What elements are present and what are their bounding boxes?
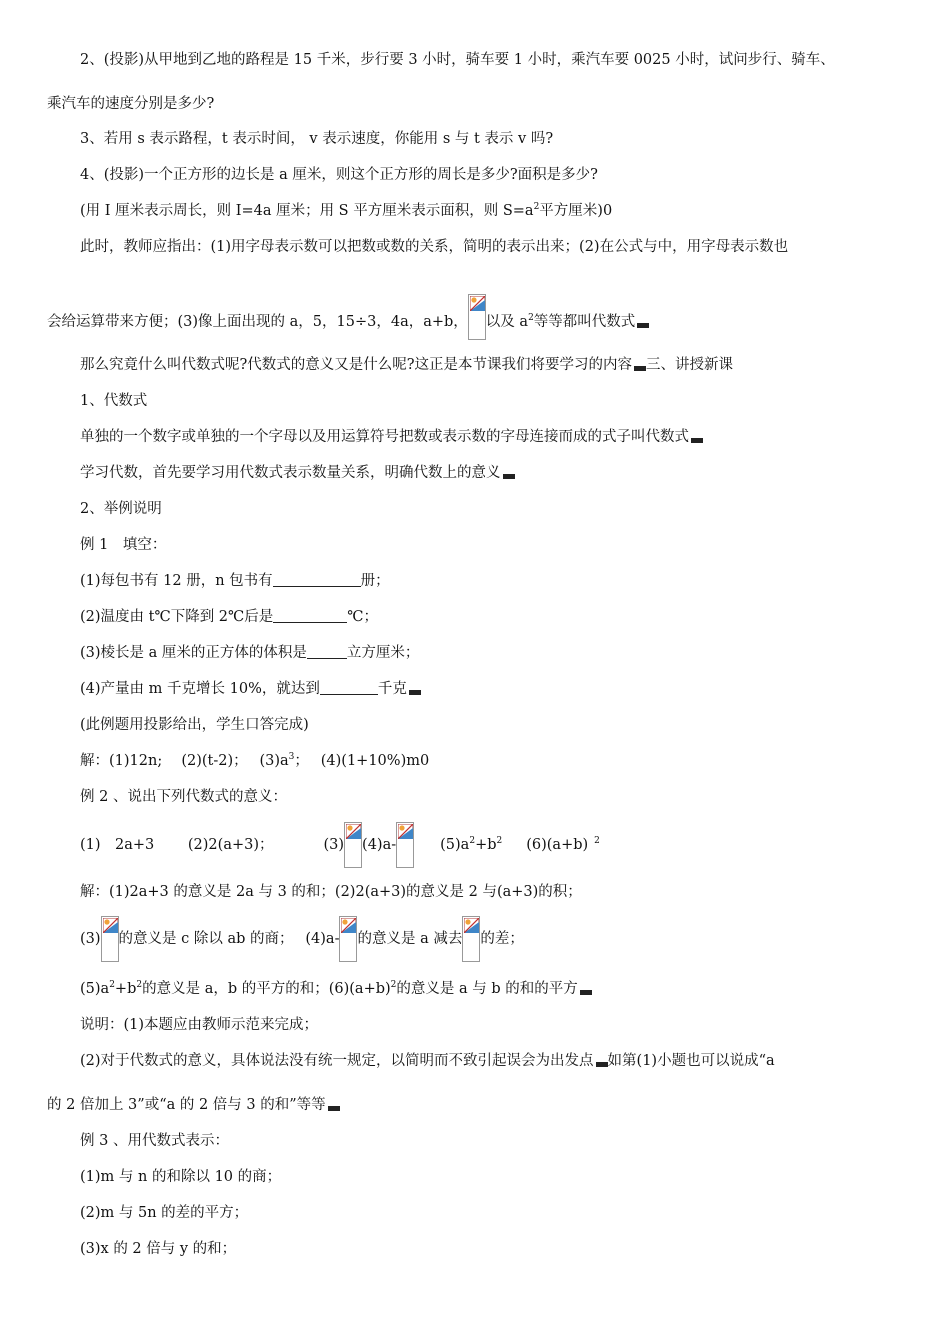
- paragraph: [80, 200, 612, 222]
- paragraph: [80, 462, 515, 484]
- text: 等等都叫代数式: [533, 314, 636, 330]
- text: (1)每包书有 12 册，n 包书有: [80, 573, 273, 589]
- text: 千克: [377, 681, 407, 697]
- text: 册；: [360, 573, 390, 589]
- broken-image-icon: [462, 916, 480, 962]
- paragraph: [80, 1050, 775, 1072]
- paragraph: [47, 294, 649, 340]
- text: (3)x 的 2 倍与 y 的和；: [80, 1241, 237, 1257]
- exercise-item: [80, 642, 419, 664]
- text: 那么究竟什么叫代数式呢?代数式的意义又是什么呢?这正是本节课我们将要学习的内容: [80, 357, 633, 373]
- superscript: 2: [528, 313, 534, 323]
- text: ℃；: [347, 609, 378, 625]
- expression-list: [80, 822, 600, 868]
- text: (4)产量由 m 千克增长 10%，就达到: [80, 681, 320, 697]
- answer-line: [80, 881, 582, 903]
- text: 例 1 填空：: [80, 537, 167, 553]
- text: 解：(1)2a+3 的意义是 2a 与 3 的和；(2)2(a+3)的意义是 2 与(a+3)的积；: [80, 884, 582, 900]
- text: (5)a: [440, 837, 470, 853]
- format-mark-icon: [637, 323, 649, 328]
- text: 2、举例说明: [80, 501, 162, 517]
- text: (3): [323, 837, 345, 853]
- broken-image-icon: [396, 822, 414, 868]
- superscript: 2: [109, 980, 115, 990]
- text: 单独的一个数字或单独的一个字母以及用运算符号把数或表示数的字母连接而成的式子叫代数式: [80, 429, 689, 445]
- text: (用 I 厘米表示周长，则 I=4a 厘米；用 S 平方厘米表示面积，则 S=a: [80, 203, 534, 219]
- text: 的意义是 a 与 b 的和的平方: [396, 981, 578, 997]
- text: (5)a: [80, 981, 110, 997]
- paragraph: [80, 426, 703, 448]
- text: 的意义是 a 减去: [357, 931, 463, 947]
- text: 解：(1)12n; (2)(t-2)； (3)a: [80, 753, 289, 769]
- text: 此时，教师应指出：(1)用字母表示数可以把数或数的关系，简明的表示出来；(2)在公式与中，用字母表示数也: [80, 239, 789, 255]
- superscript: 3: [288, 752, 295, 762]
- text: 2、(投影)从甲地到乙地的路程是 15 千米，步行要 3 小时，骑车要 1 小时，乘汽车要 0025 小时，试问步行、骑车、: [80, 52, 835, 68]
- text: ； (4)(1+10%)m0: [294, 753, 430, 769]
- paragraph: [80, 164, 598, 186]
- format-mark-icon: [328, 1106, 340, 1111]
- paragraph: [47, 93, 214, 115]
- answer-blank: [320, 679, 378, 695]
- section-heading: [80, 498, 162, 520]
- text: 的意义是 a，b 的平方的和；(6)(a+b): [142, 981, 391, 997]
- paragraph: [80, 49, 835, 71]
- text: (4)a-: [362, 837, 397, 853]
- text: 学习代数，首先要学习用代数式表示数量关系，明确代数上的意义: [80, 465, 501, 481]
- format-mark-icon: [596, 1062, 608, 1067]
- section-heading: [80, 390, 147, 412]
- broken-image-icon: [101, 916, 119, 962]
- text: (此例题用投影给出，学生口答完成): [80, 717, 309, 733]
- exercise-item: [80, 606, 378, 628]
- text: 说明：(1)本题应由教师示范来完成；: [80, 1017, 319, 1033]
- paragraph: [80, 1014, 318, 1036]
- answer-blank: [273, 571, 361, 587]
- exercise-item: [80, 1238, 236, 1260]
- text: 以及 a: [485, 314, 529, 330]
- format-mark-icon: [634, 366, 646, 371]
- example-title: [80, 786, 287, 808]
- format-mark-icon: [409, 690, 421, 695]
- text: 的 2 倍加上 3”或“a 的 2 倍与 3 的和”等等: [47, 1097, 326, 1113]
- broken-image-icon: [339, 916, 357, 962]
- example-title: [80, 1130, 229, 1152]
- text: (6)(a+b): [526, 837, 589, 853]
- text: (3)棱长是 a 厘米的正方体的体积是: [80, 645, 307, 661]
- text: 三、讲授新课: [646, 357, 734, 373]
- broken-image-icon: [344, 822, 362, 868]
- text: 如第(1)小题也可以说成“a: [607, 1053, 775, 1069]
- paragraph: [80, 128, 553, 150]
- text: 4、(投影)一个正方形的边长是 a 厘米，则这个正方形的周长是多少?面积是多少?: [80, 167, 598, 183]
- paragraph: [80, 236, 788, 258]
- text: 例 3 、用代数式表示：: [80, 1133, 229, 1149]
- text: 乘汽车的速度分别是多少?: [47, 96, 215, 112]
- text: (2)对于代数式的意义，具体说法没有统一规定，以简明而不致引起误会为出发点: [80, 1053, 594, 1069]
- answer-blank: [307, 643, 347, 659]
- text: (1)m 与 n 的和除以 10 的商；: [80, 1169, 282, 1185]
- answer-line: [80, 978, 592, 1000]
- exercise-item: [80, 1166, 281, 1188]
- paragraph: [80, 354, 733, 376]
- superscript: 2: [469, 836, 476, 846]
- text: (2)m 与 5n 的差的平方；: [80, 1205, 249, 1221]
- exercise-item: [80, 1202, 248, 1224]
- format-mark-icon: [503, 474, 515, 479]
- answer-line: [80, 916, 524, 962]
- answer-line: [80, 750, 429, 772]
- exercise-item: [80, 570, 390, 592]
- text: 的差；: [480, 931, 524, 947]
- superscript: 2: [136, 980, 143, 990]
- format-mark-icon: [691, 438, 703, 443]
- superscript: 2: [390, 980, 397, 990]
- paragraph: [47, 1094, 340, 1116]
- format-mark-icon: [580, 990, 592, 995]
- superscript: 2: [533, 202, 540, 212]
- text: 平方厘米)0: [539, 203, 613, 219]
- answer-blank: [273, 607, 347, 623]
- text: (2)温度由 t℃下降到 2℃后是: [80, 609, 274, 625]
- text: 的意义是 c 除以 ab 的商； (4)a-: [118, 931, 340, 947]
- text: (3): [80, 931, 101, 947]
- example-title: [80, 534, 166, 556]
- paragraph: [80, 714, 309, 736]
- text: +b: [475, 837, 497, 853]
- text: (1) 2a+3 (2)2(a+3)；: [80, 837, 274, 853]
- exercise-item: [80, 678, 421, 700]
- text: +b: [114, 981, 137, 997]
- text: 会给运算带来方便；(3)像上面出现的 a，5，15÷3，4a，a+b，: [47, 314, 468, 330]
- broken-image-icon: [468, 294, 486, 340]
- text: 3、若用 s 表示路程，t 表示时间， v 表示速度，你能用 s 与 t 表示 v 吗?: [80, 131, 554, 147]
- text: 立方厘米；: [346, 645, 420, 661]
- superscript: 2: [594, 836, 600, 846]
- text: 1、代数式: [80, 393, 148, 409]
- superscript: 2: [496, 836, 503, 846]
- text: 例 2 、说出下列代数式的意义：: [80, 789, 287, 805]
